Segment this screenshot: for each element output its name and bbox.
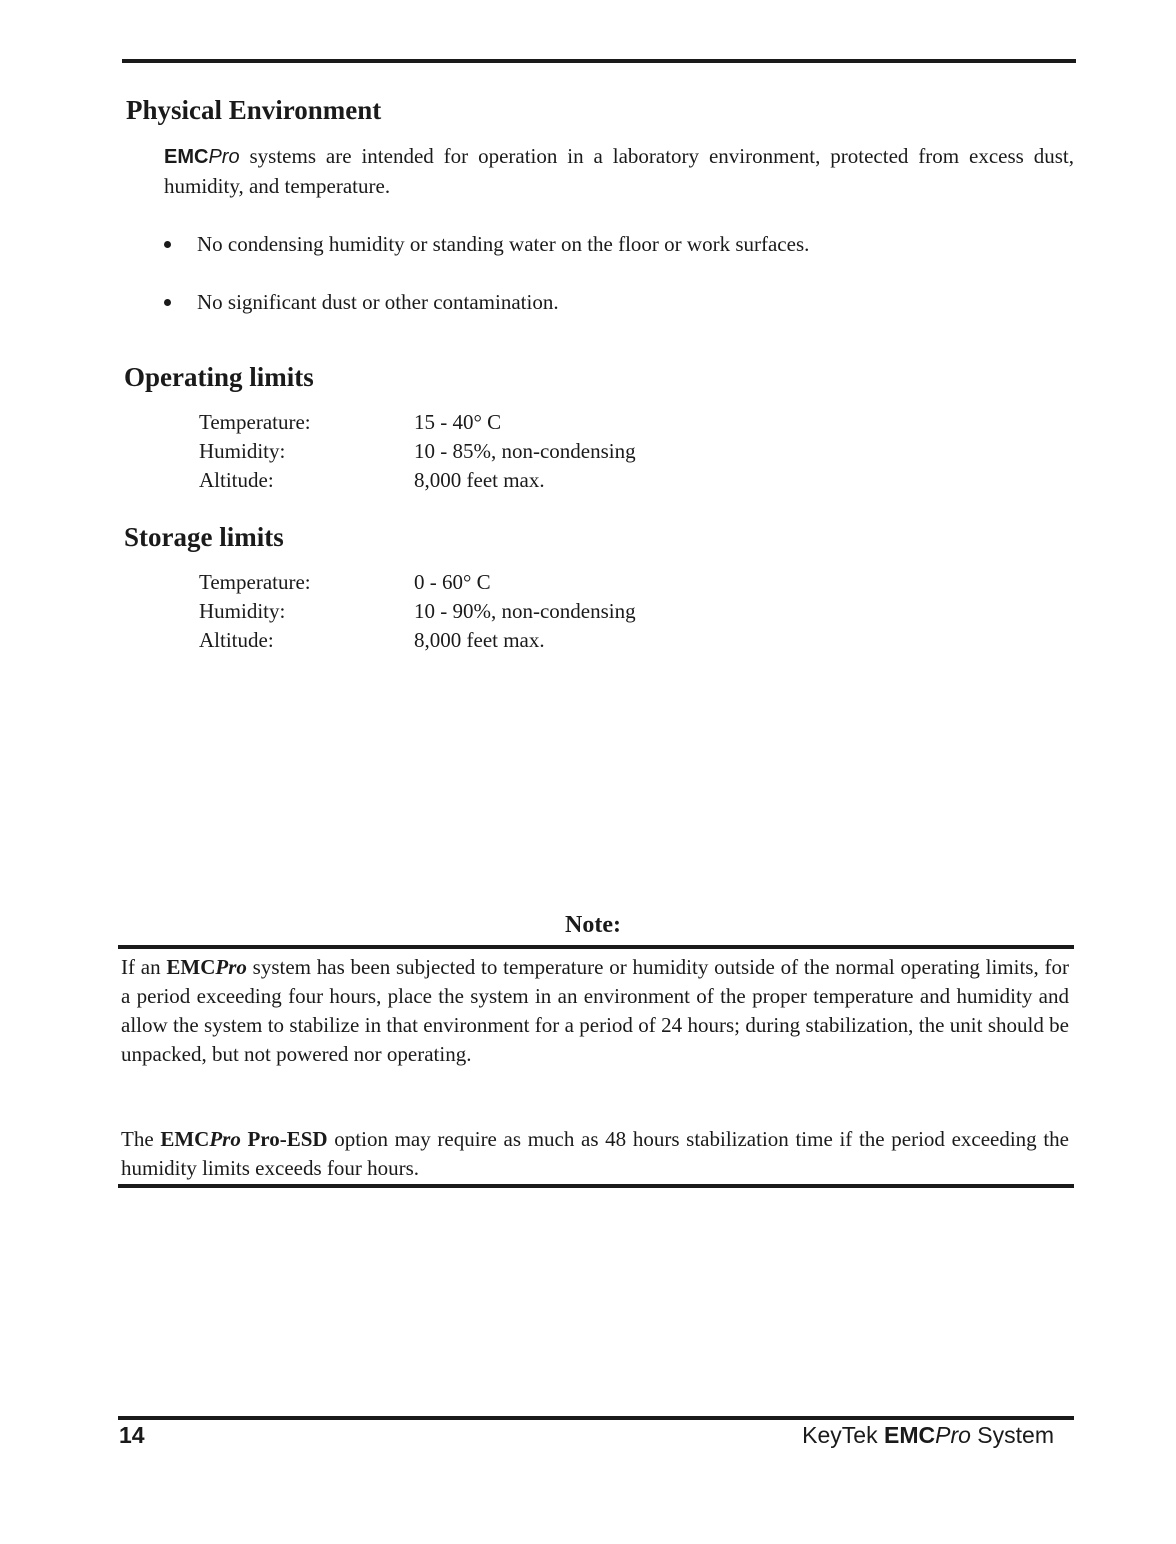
spec-value: 15 - 40° C	[414, 410, 502, 434]
bullet-text: No significant dust or other contamination.	[197, 290, 559, 314]
physical-environment-heading: Physical Environment	[126, 95, 382, 125]
note-text: system has been subjected to temperature or humidity outside of the normal operating limits, for a period exceeding four hours, place the system in an environment of the proper temperature and humidity and allow the system to stabilize in that environment for a period of 24 hours; during stabilization, the unit should be unpacked, but not powered nor operating.	[121, 955, 1069, 1066]
page-number: 14	[119, 1422, 145, 1448]
storage-limits-heading: Storage limits	[124, 522, 284, 552]
spec-value: 8,000 feet max.	[414, 628, 545, 652]
footer-brand-company: KeyTek	[802, 1422, 884, 1448]
brand-emc: EMC	[160, 1127, 210, 1151]
top-rule	[122, 59, 1076, 63]
brand-pro: Pro	[209, 1127, 241, 1151]
note-text: The	[121, 1127, 161, 1151]
brand-pro: Pro	[208, 146, 240, 168]
operating-limits-heading: Operating limits	[124, 362, 314, 392]
note-text: option may require as much as 48 hours stabilization time if the period exceeding the humidity limits exceeds four hours.	[121, 1127, 1069, 1180]
footer-brand-pro: Pro	[935, 1422, 971, 1448]
footer-rule	[118, 1416, 1074, 1420]
physical-intro-text: systems are intended for operation in a laboratory environment, protected from excess dust, humidity, and temperature.	[164, 144, 1074, 198]
spec-label: Temperature:	[199, 570, 311, 594]
brand-pro: Pro	[215, 955, 247, 979]
footer-title	[802, 1422, 1054, 1449]
bullet-icon	[164, 299, 171, 306]
brand-emc: EMC	[164, 146, 209, 168]
list-item	[164, 288, 559, 317]
spec-label: Humidity:	[199, 439, 286, 463]
spec-value: 10 - 85%, non-condensing	[414, 439, 636, 463]
spec-value: 10 - 90%, non-condensing	[414, 599, 636, 623]
note-text: If an	[121, 955, 167, 979]
note-bottom-rule	[118, 1184, 1074, 1188]
spec-label: Altitude:	[199, 468, 274, 492]
spec-value: 0 - 60° C	[414, 570, 491, 594]
physical-intro-paragraph	[164, 142, 1074, 201]
spec-value: 8,000 feet max.	[414, 468, 545, 492]
list-item	[164, 230, 809, 259]
footer-brand-emc: EMC	[884, 1422, 936, 1448]
footer-brand-system: System	[970, 1422, 1054, 1448]
spec-label: Altitude:	[199, 628, 274, 652]
note-title: Note:	[565, 912, 621, 938]
brand-emc: EMC	[166, 955, 216, 979]
spec-label: Humidity:	[199, 599, 286, 623]
note-paragraph-1	[121, 953, 1069, 1069]
bullet-text: No condensing humidity or standing water on the floor or work surfaces.	[197, 232, 810, 256]
bullet-icon	[164, 241, 171, 248]
spec-label: Temperature:	[199, 410, 311, 434]
option-name: Pro-ESD	[247, 1127, 328, 1151]
note-paragraph-2	[121, 1125, 1069, 1183]
note-top-rule	[118, 945, 1074, 949]
